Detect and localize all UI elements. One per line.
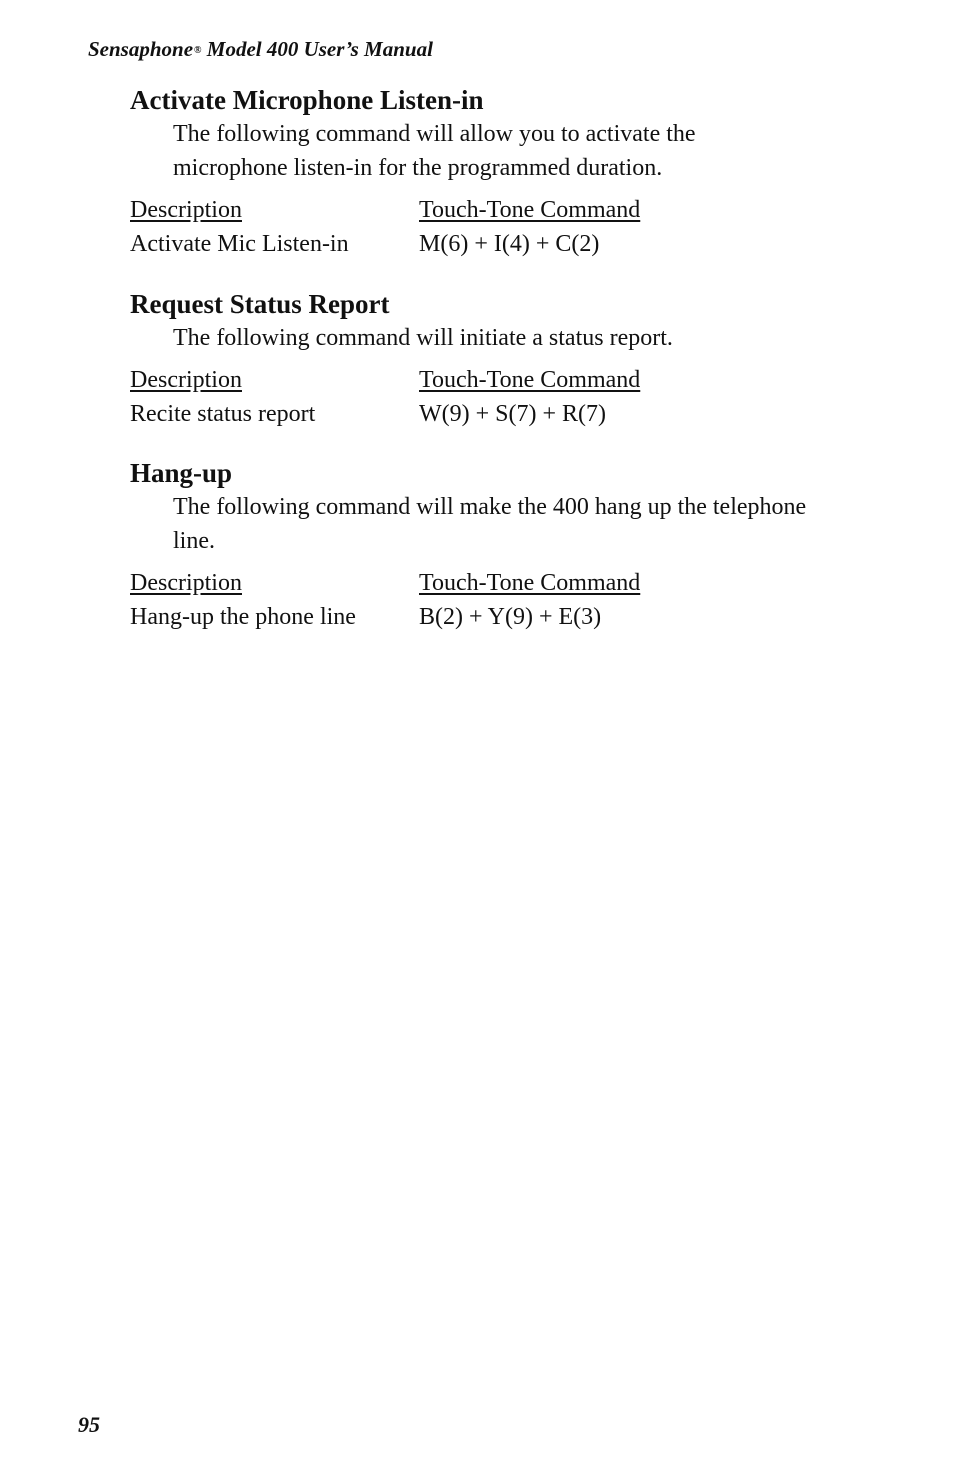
header-brand: Sensaphone	[88, 37, 194, 61]
command-table-header	[130, 566, 830, 600]
command-table	[130, 193, 830, 261]
command-table-header	[130, 193, 830, 227]
running-header	[88, 34, 433, 66]
section-title: Hang-up	[130, 458, 233, 488]
section-request-status-report	[130, 287, 830, 431]
command-table-header	[130, 363, 830, 397]
section-title: Activate Microphone Listen-in	[130, 85, 484, 115]
command-description: Activate Mic Listen-in	[130, 231, 349, 257]
section-intro: The following command will initiate a status report.	[173, 325, 673, 351]
command-keys: B(2) + Y(9) + E(3)	[419, 604, 602, 630]
registered-mark: ®	[194, 45, 202, 56]
section-intro: The following command will allow you to activate the microphone listen-in for the programmed duration.	[173, 121, 696, 181]
section-title: Request Status Report	[130, 289, 390, 319]
column-header-command: Touch-Tone Command	[419, 367, 641, 393]
section-hang-up	[130, 456, 830, 634]
table-row	[130, 227, 830, 261]
header-title: Model 400 User’s Manual	[201, 37, 433, 61]
section-activate-microphone	[130, 83, 830, 261]
column-header-command: Touch-Tone Command	[419, 197, 641, 223]
column-header-description: Description	[130, 367, 242, 393]
command-keys: M(6) + I(4) + C(2)	[419, 231, 600, 257]
command-keys: W(9) + S(7) + R(7)	[419, 401, 607, 427]
column-header-description: Description	[130, 570, 242, 596]
page-number: 95	[78, 1412, 100, 1437]
column-header-description: Description	[130, 197, 242, 223]
command-table	[130, 566, 830, 634]
command-description: Hang-up the phone line	[130, 604, 356, 630]
section-intro: The following command will make the 400 hang up the telephone line.	[173, 494, 807, 554]
table-row	[130, 397, 830, 431]
command-description: Recite status report	[130, 401, 316, 427]
column-header-command: Touch-Tone Command	[419, 570, 641, 596]
table-row	[130, 600, 830, 634]
command-table	[130, 363, 830, 431]
